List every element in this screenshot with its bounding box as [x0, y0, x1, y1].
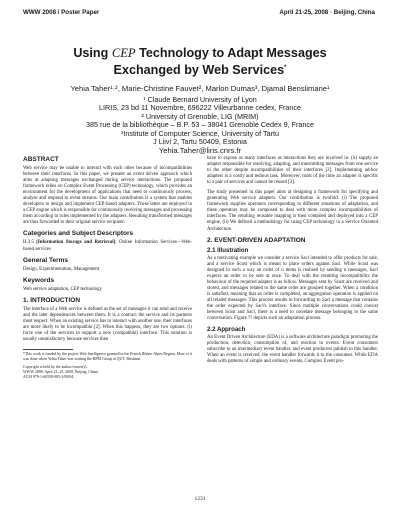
title-before: Using — [73, 46, 112, 60]
affiliation-2: ² University of Grenoble, LIG (MRIM) — [141, 111, 259, 121]
general-terms-text: Design, Experimentation, Management — [23, 266, 100, 272]
section-2-1-heading: 2.1 Illustration — [207, 246, 249, 254]
left-column — [23, 156, 192, 380]
header-left: WWW 2008 / Poster Paper — [23, 9, 100, 16]
paper-title — [40, 46, 360, 78]
section-2-1-text: As a motivating example we consider a service Sacl intended to offer products for sale, and a service Scust which is meant to place orders against Sacl. While Scust was designed in such a way an order of n items is realised by sending n messages, Sacl expects an order to be sent at once. To deal with the resulting incompatibility the behaviour of the required adapter is as follow. Messages sent by Scust are received and stored, and messages related to the same order are grouped together. When a condition is satisfied, meaning that an order is completed, an aggregation operation is applied on all related messages. This process results in forwarding to Sacl a message that contains the order expected by Sacl's interface. Since multiple conversations could coexist between Scust and Sacl, there is a need to correlate message belonging to the same conversation. Figure ?? depicts such an adaptation process. — [207, 255, 378, 322]
title-footnote-mark: * — [284, 65, 287, 71]
keywords-text: Web service adaptation, CEP technology — [23, 286, 102, 292]
author-email[interactable]: Yehia.Taher@liris.cnrs.fr — [158, 145, 242, 155]
footnote-rule — [23, 349, 73, 350]
copyright-line: Copyright is held by the author/owner(s). — [23, 364, 88, 369]
section-2-heading: 2. EVENT-DRIVEN ADAPTATION — [207, 236, 306, 244]
title-cep: CEP — [111, 46, 136, 60]
intro-continued-2: The study presented in this paper aims at designing a framework for specifying and generating Web service adapters. Our contribution is twofold: (i) The proposed framework supplies operators corresponding to different situations of adaptation, and these operators may be composed to deal with more complex incompatibilities of interfaces. The resulting reusable mapping is then compiled and deployed into a CEP engine. (ii) We defined a methodology for using CEP technology in a Service Oriented Architecture. — [207, 190, 378, 232]
title-line2: Exchanged by Web Services — [113, 63, 285, 78]
title-after: Technology to Adapt Messages — [135, 46, 327, 60]
section-2-2-heading: 2.2 Approach — [207, 326, 246, 334]
categories-code: H.3.5 — [23, 240, 37, 246]
introduction-text: The interface of a Web service is defined as the set of messages it can send and receive and the later dependencies between them. It is a contract the service and its partners must respect. When an existing service has to interact with another one, their interfaces are more likely to be incompatible [2]. When this happens, they are two options: (i) force one of the services to support a new (compatible) interface. This solution is usually unsatisfactory because services then — [23, 306, 192, 342]
affiliation-1-address: LIRIS, 23 bd 11 Novembre, 696222 Villeurbanne cedex, France — [99, 103, 301, 112]
keywords-heading: Keywords — [23, 276, 55, 284]
affiliation-1: ¹ Claude Bernard University of Lyon — [143, 94, 257, 104]
acm-isbn-line: ACM 978-1-60558-085-2/08/04. — [23, 374, 75, 379]
page-number: 1231 — [194, 496, 206, 502]
conference-line: WWW 2008, April 21–25, 2008, Beijing, China. — [23, 369, 99, 374]
author-names: Yehia Taher¹·², Marie-Christine Fauvet², Marlon Dumas³, Djamal Benslimane¹ — [70, 84, 330, 93]
affiliation-3: ³Institute of Computer Science, University of Tartu — [120, 128, 280, 138]
abstract-text: Web service may be unable to interact with each other because of incompatibilities between their interfaces. In this paper, we present an event driven approach which aims at adapting messages exchanged during service interactions. The proposed framework relies on Complex Event Processing (CEP) technology, which provides an environment for the development of applications that need to continuously process, analyse and respond to event streams. Our main contribution is a system that enables developers to design and implement CEP-based adapters. These latter are deployed in a CEP engine which is responsible for continuously receiving messages and processing them according to rules implemented by the adapters. Resulting transformed messages are thus forwarded to their original service recipient. — [23, 166, 192, 226]
intro-continued-1: have to expose as many interfaces as interactions they are involved in. (ii) supply an adapter responsible for resolving, adapting, and transmitting messages from one service to the other despite incompatibilities of their interfaces [2]. Implementing ad-hoc adapters is a costly and tedious task. Moreover, most of the time an adapter is specific to a pair of services and cannot be reused [2]. — [207, 156, 378, 186]
author-block — [30, 85, 370, 155]
categories-bold: [Information Storage and Retrieval] — [36, 240, 116, 246]
running-header — [0, 9, 400, 19]
affiliation-3-address: J Liivi 2, Tartu 50409, Estonia — [153, 137, 247, 146]
general-terms-heading: General Terms — [23, 256, 69, 264]
header-right: April 21-25, 2008 · Beijing, China — [279, 9, 375, 16]
abstract-heading: ABSTRACT — [23, 156, 59, 163]
introduction-heading: 1. INTRODUCTION — [23, 296, 81, 304]
funding-footnote: *This work is funded by the project Web Intelligence granted by the French Rhône-Alpes Region. Most of it was done when Yehia Taher was visiting the BPM Group at QUT, Brisbane. — [23, 351, 192, 361]
categories-heading: Categories and Subject Descriptors — [23, 230, 134, 238]
right-column — [207, 156, 378, 369]
categories-rest: : Online Information Services—Web-based services — [23, 240, 192, 252]
section-2-2-text: An Event Driven Architecture (EDA) is a software architecture paradigm promoting the production, detection, consumption of, and reaction to events. Event consumers subscribe to an intermediary event handler, and event producers publish to this handler. When an event is received, the event handler forwards it to the consumer. While EDA deals with patterns of simple and ordinary events, Complex Event pro- — [207, 335, 378, 365]
categories-text — [23, 240, 192, 252]
affiliation-2-address: 385 rue de la bibliothèque – B.P. 53 – 38041 Grenoble Cedex 9, France — [85, 120, 315, 129]
